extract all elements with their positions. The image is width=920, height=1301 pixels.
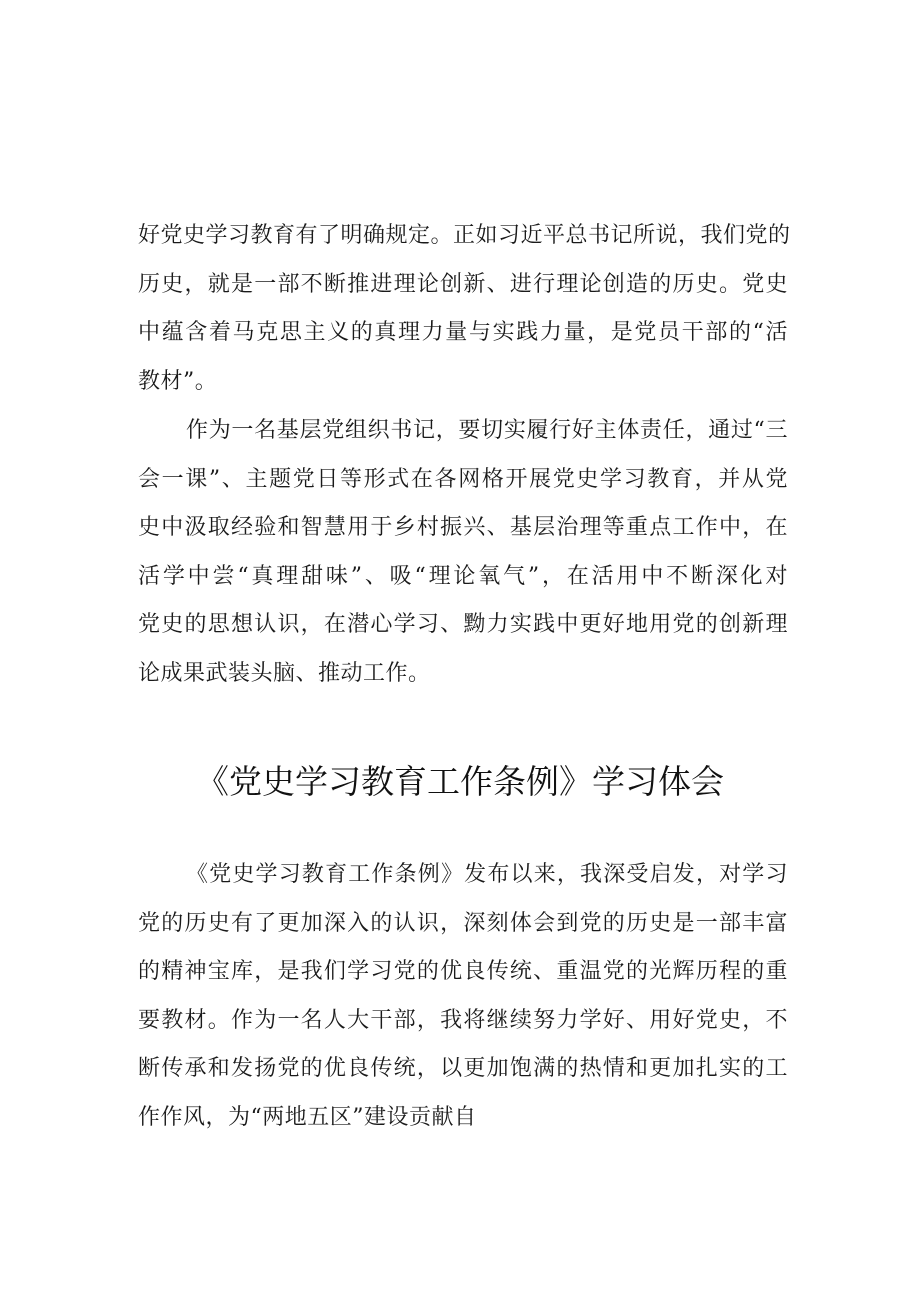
- text-line: 党的历史有了更加深入的认识，深刻体会到党的历史是一部丰富: [138, 910, 788, 936]
- text-line: 教材”。: [138, 368, 218, 394]
- text-line: 的精神宝库，是我们学习党的优良传统、重温党的光辉历程的重: [138, 959, 788, 984]
- text-line: 史中汲取经验和智慧用于乡村振兴、基层治理等重点工作中，在: [138, 515, 788, 540]
- paragraph-secretary: [138, 407, 788, 698]
- text-line: 《党史学习教育工作条例》发布以来，我深受启发，对学习: [186, 862, 788, 887]
- paragraph-reflection: [138, 851, 788, 1142]
- text-line: 要教材。作为一名人大干部，我将继续努力学好、用好党史，不: [138, 1007, 788, 1033]
- text-line: 中蕴含着马克思主义的真理力量与实践力量，是党员干部的“活: [138, 320, 788, 345]
- text-line: 党史的思想认识，在潜心学习、黝力实践中更好地用党的创新理: [138, 612, 788, 637]
- text-line: 论成果武装头脑、推动工作。: [138, 660, 431, 686]
- text-line: 活学中尝“真理甜味”、吸“理论氧气”，在活用中不断深化对: [138, 563, 788, 589]
- paragraph-continued: [138, 212, 791, 406]
- text-line: 作为一名基层党组织书记，要切实履行好主体责任，通过“三: [186, 418, 788, 443]
- text-line: 历史，就是一部不断推进理论创新、进行理论创造的历史。党史: [138, 271, 788, 297]
- text-line: 好党史学习教育有了明确规定。正如习近平总书记所说，我们党的: [138, 223, 791, 248]
- text-line: 断传承和发扬党的优良传统，以更加饱满的热情和更加扎实的工: [138, 1056, 788, 1081]
- section-title: 《党史学习教育工作条例》学习体会: [196, 762, 724, 801]
- text-line: 会一课”、主题党日等形式在各网格开展党史学习教育，并从党: [138, 466, 788, 492]
- text-line: 作作风，为“两地五区”建设贡献自: [138, 1104, 477, 1130]
